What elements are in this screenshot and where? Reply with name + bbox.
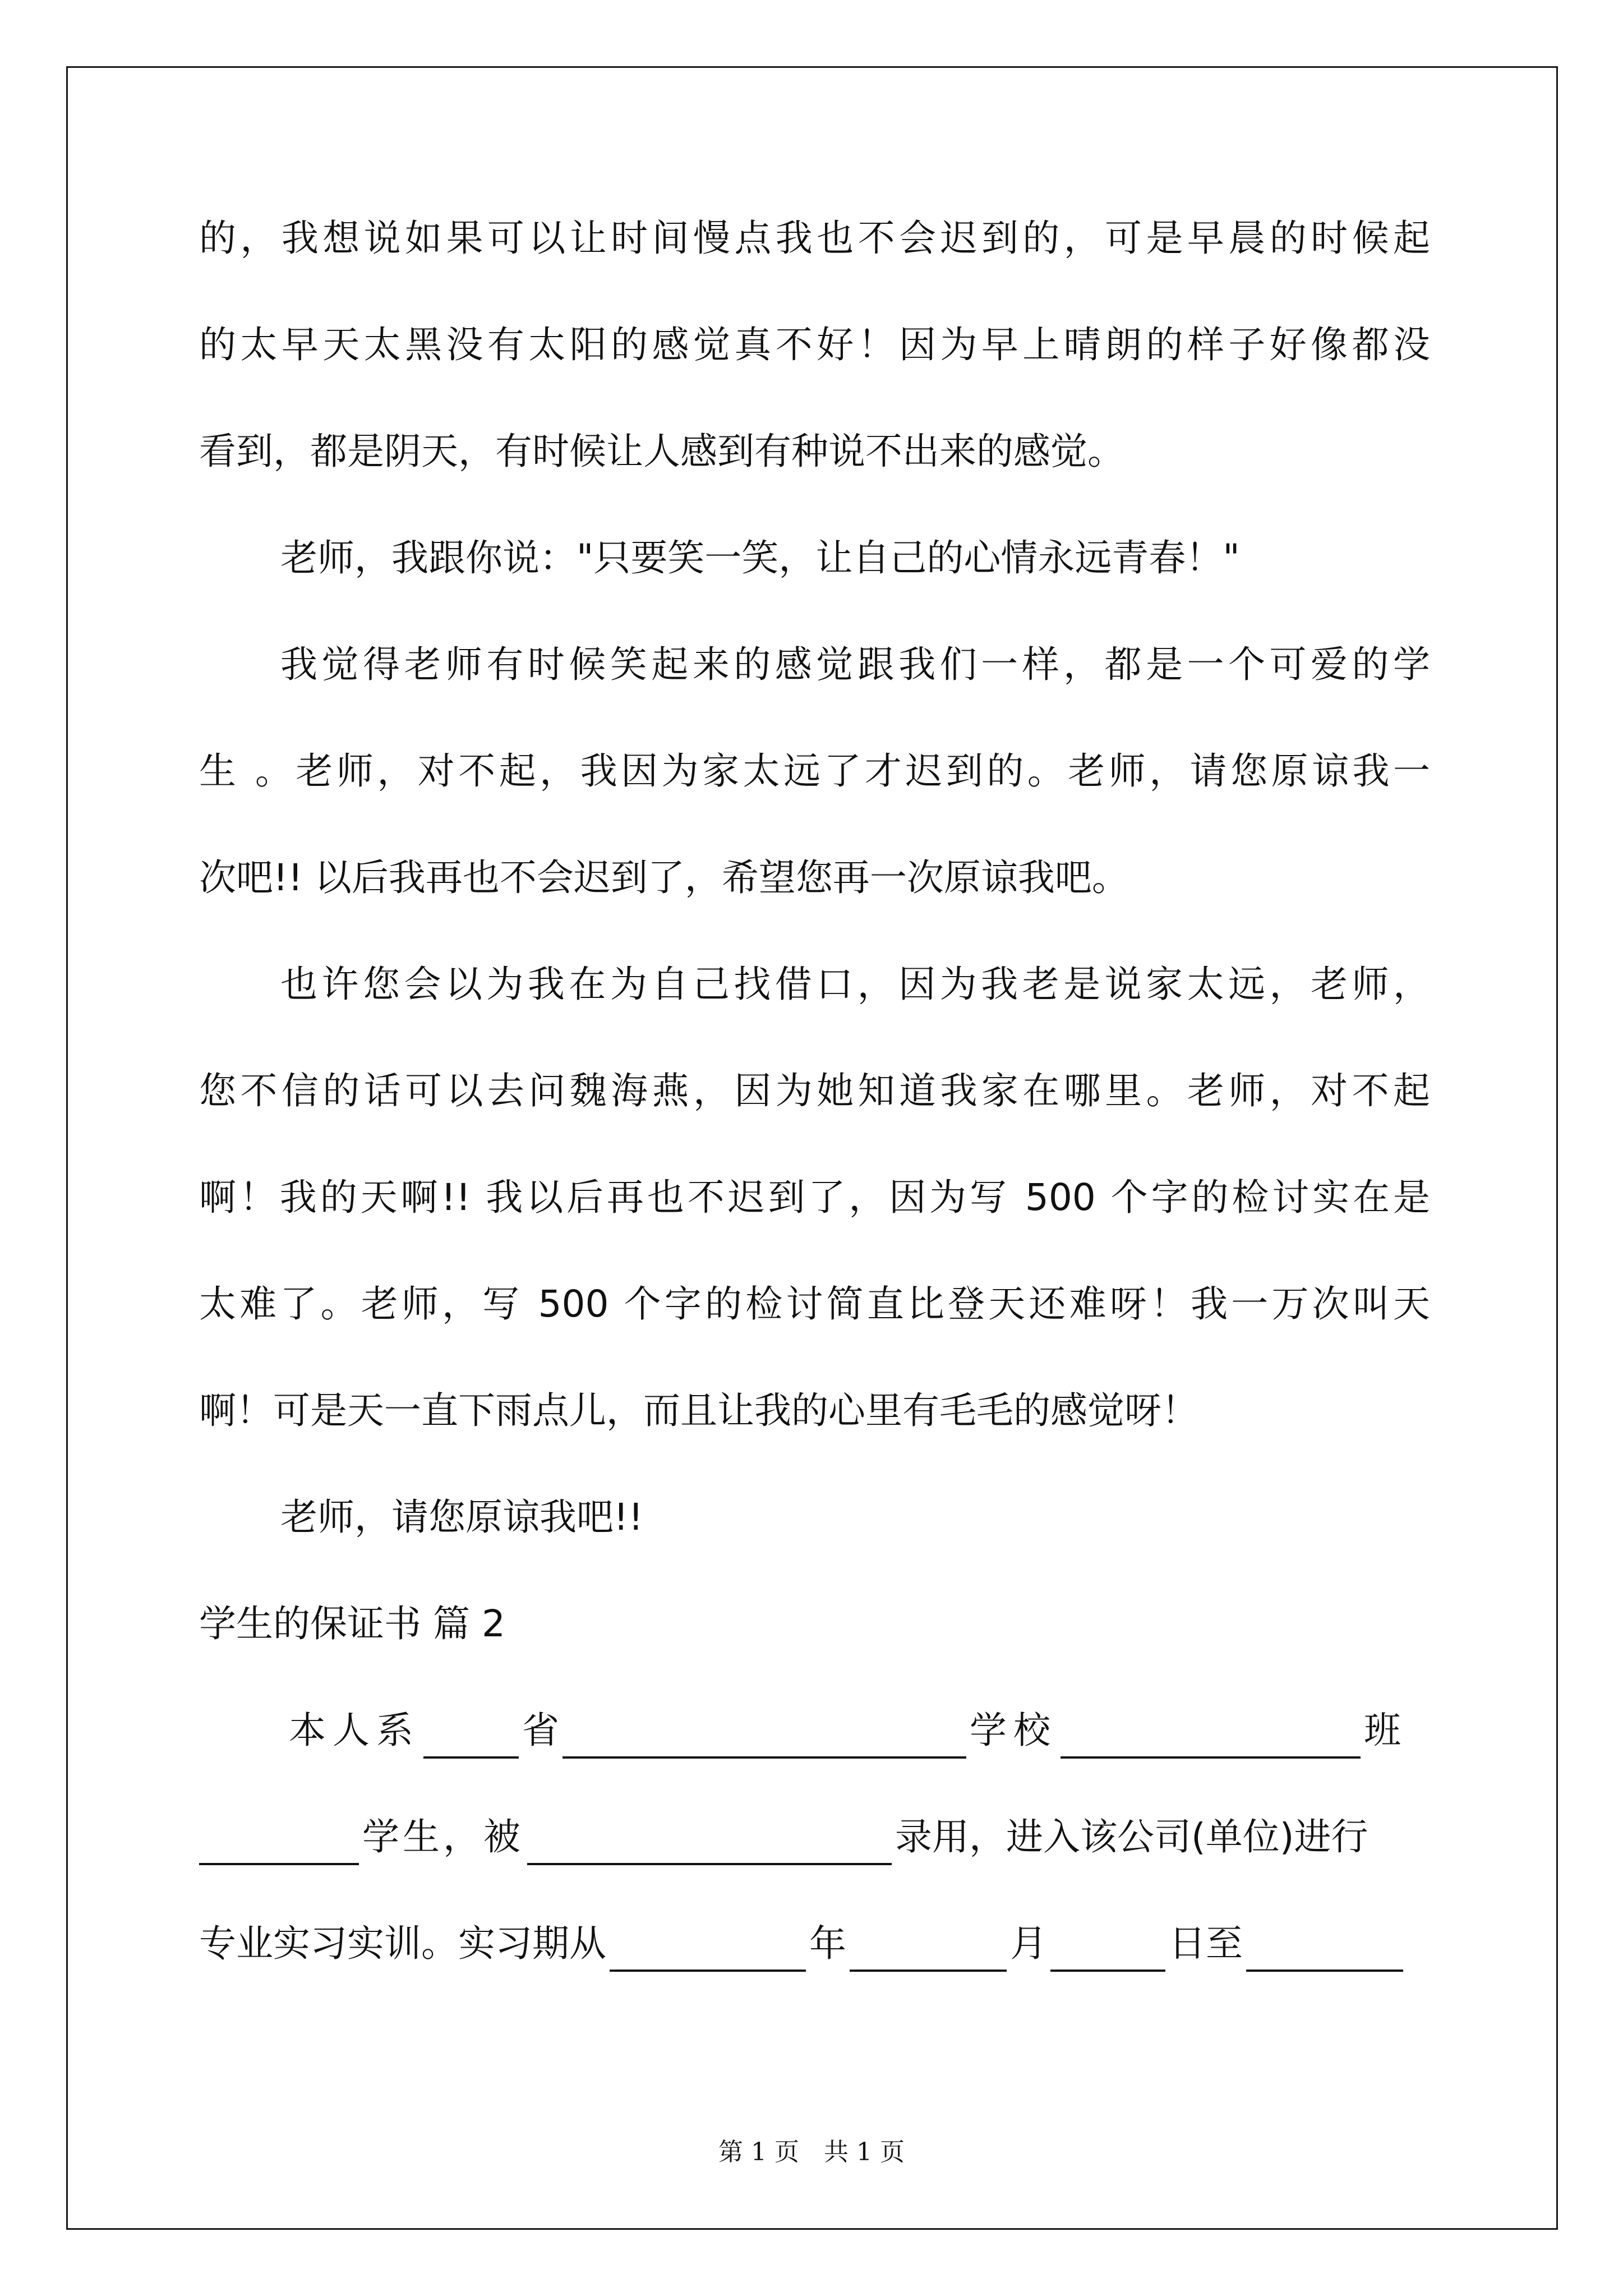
form-line-1: [199, 1703, 1430, 1809]
form-label: 录用，进入该公司(单位)进行: [895, 1815, 1368, 1858]
paragraph-line: 我觉得老师有时候笑起来的感觉跟我们一样，都是一个可爱的学: [280, 643, 1430, 686]
blank-company[interactable]: [527, 1820, 892, 1865]
form-label: 年: [809, 1922, 846, 1965]
form-label: 班: [1364, 1709, 1401, 1752]
paragraph-line: 太难了。老师，写 500 个字的检讨简直比登天还难呀！我一万次叫天: [199, 1282, 1430, 1326]
paragraph-line: 次吧!! 以后我再也不会迟到了，希望您再一次原谅我吧。: [199, 856, 1129, 899]
blank-school[interactable]: [562, 1714, 966, 1759]
blank-class[interactable]: [1061, 1714, 1361, 1759]
paragraph-line: 啊！可是天一直下雨点儿，而且让我的心里有毛毛的感觉呀！: [199, 1389, 1198, 1432]
paragraph-line: 也许您会以为我在为自己找借口，因为我老是说家太远，老师，: [280, 963, 1430, 1006]
paragraph-line: 生 。老师，对不起，我因为家太远了才迟到的。老师，请您原谅我一: [199, 749, 1430, 793]
document-body: [199, 210, 1430, 2022]
page-footer: 第 1 页 共 1 页: [718, 2138, 905, 2166]
paragraph-line: 老师，我跟你说："只要笑一笑，让自己的心情永远青春！": [280, 536, 1240, 579]
blank-start-month[interactable]: [850, 1927, 1007, 1972]
blank-start-year[interactable]: [610, 1927, 806, 1972]
form-label: 学生，被: [362, 1815, 524, 1858]
paragraph-line: 的，我想说如果可以让时间慢点我也不会迟到的，可是早晨的时候起: [199, 217, 1430, 260]
blank-province[interactable]: [423, 1714, 519, 1759]
paragraph-line: 您不信的话可以去问魏海燕，因为她知道我家在哪里。老师，对不起: [199, 1069, 1430, 1112]
form-label: 月: [1010, 1922, 1047, 1965]
blank-end-date[interactable]: [1246, 1927, 1403, 1972]
blank-start-day[interactable]: [1050, 1927, 1165, 1972]
blank-student-name[interactable]: [199, 1820, 359, 1865]
form-label: 专业实习实训。实习期从: [199, 1922, 606, 1965]
paragraph-line: 的太早天太黑没有太阳的感觉真不好！因为早上晴朗的样子好像都没: [199, 323, 1430, 366]
form-label: 日至: [1169, 1922, 1243, 1965]
paragraph-line: 啊！我的天啊!! 我以后再也不迟到了，因为写 500 个字的检讨实在是: [199, 1176, 1430, 1219]
paragraph-line: 老师，请您原谅我吧!!: [280, 1496, 643, 1539]
form-line-3: [199, 1916, 1430, 2022]
form-line-2: [199, 1809, 1430, 1916]
form-label: 学校: [970, 1709, 1057, 1752]
form-label: 本人系: [289, 1709, 420, 1752]
paragraph-line: 看到，都是阴天，有时候让人感到有种说不出来的感觉。: [199, 430, 1124, 473]
section-heading: 学生的保证书 篇 2: [199, 1602, 505, 1645]
form-label: 省: [522, 1709, 559, 1752]
